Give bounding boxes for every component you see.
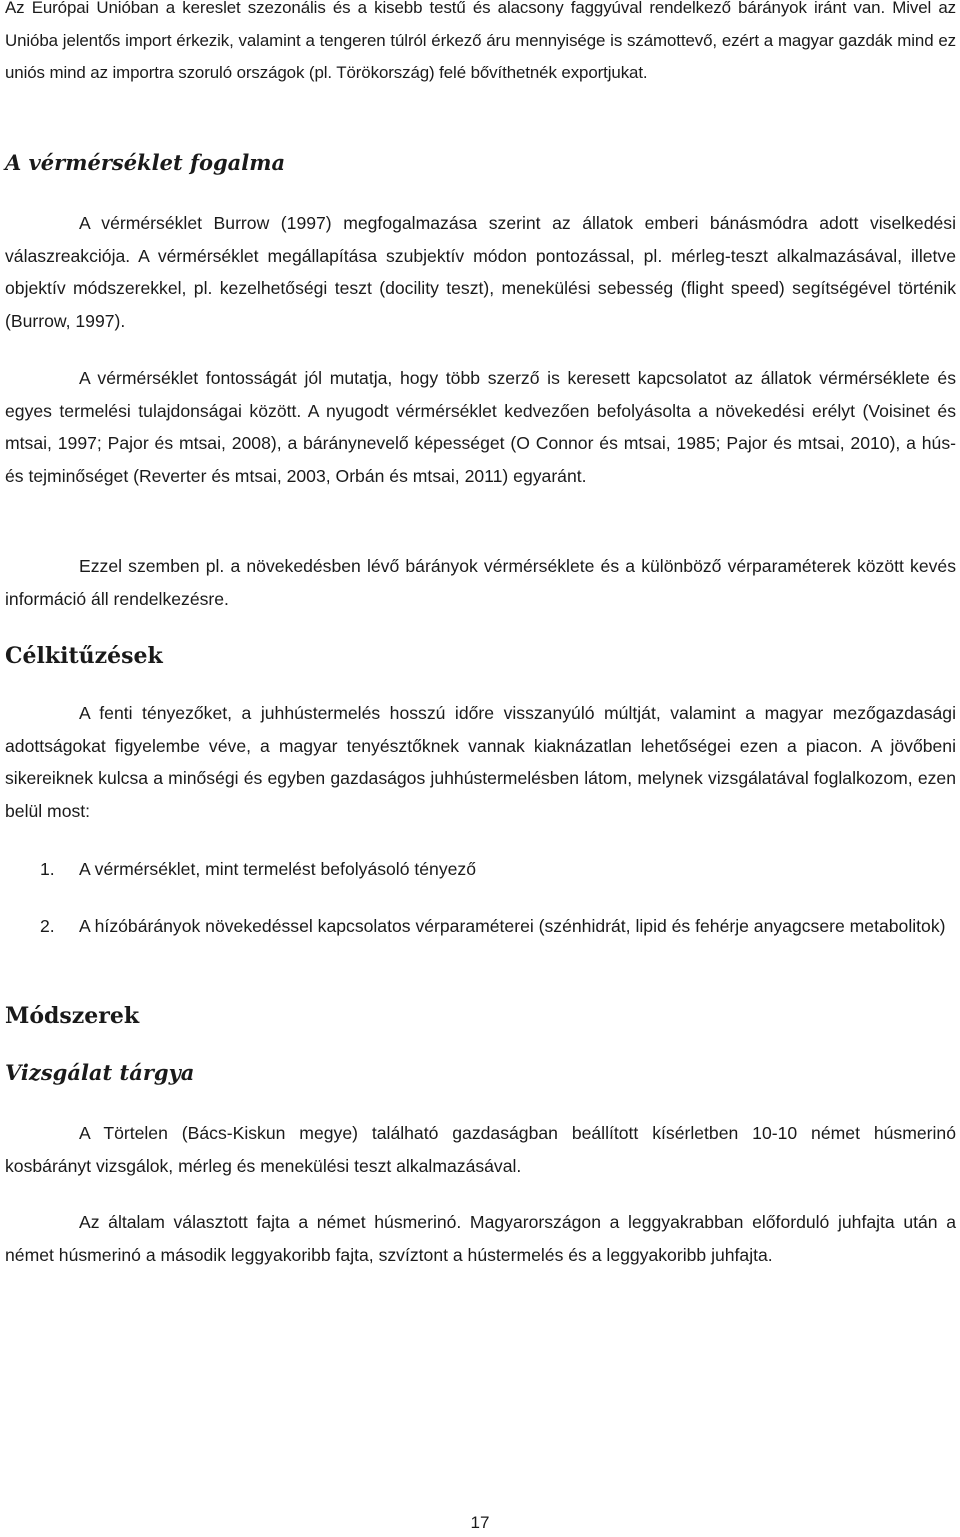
subheading-study-subject: Vizsgálat tárgya	[5, 1060, 195, 1085]
list-item-text: A vérmérséklet, mint termelést befolyásoló tényező	[79, 859, 477, 879]
list-item-number: 1.	[40, 859, 55, 879]
page-number: 17	[470, 1513, 490, 1532]
temperament-paragraph-2: A vérmérséklet fontosságát jól mutatja, hogy több szerző is keresett kapcsolatot az állatok vérmérséklete és egyes termelési tulajdonságai között. A nyugodt vérmérséklet kedvezően befolyásolta a növekedési erélyt (Voisinet és mtsai, 1997; Pajor és mtsai, 2008), a báránynevelő képességet (O Connor és mtsai, 1985; Pajor és mtsai, 2010), a hús- és tejminőséget (Reverter és mtsai, 2003, Orbán és mtsai, 2011) egyaránt.	[5, 368, 956, 486]
temperament-paragraph-1: A vérmérséklet Burrow (1997) megfogalmazása szerint az állatok emberi bánásmódra adott viselkedési válaszreakciója. A vérmérséklet megállapítása szubjektív módon pontozással, pl. mérleg-teszt alkalmazásával, illetve objektív módszerekkel, pl. kezelhetőségi teszt (docility teszt), menekülési sebesség (flight speed) segítségével történik (Burrow, 1997).	[5, 213, 956, 331]
heading-temperament: A vérmérséklet fogalma	[5, 150, 286, 175]
heading-objectives: Célkitűzések	[5, 643, 163, 669]
intro-paragraph: Az Európai Unióban a kereslet szezonális és a kisebb testű és alacsony faggyúval rendelkező bárányok iránt van. Mivel az Unióba jelentős import érkezik, valamint a tengeren túlról érkező áru mennyisége is számottevő, ezért a magyar gazdák mind ez uniós mind az importra szoruló országok (pl. Törökország) felé bővíthetnék exportjukat.	[5, 0, 956, 82]
list-item-text: A hízóbárányok növekedéssel kapcsolatos vérparaméterei (szénhidrát, lipid és fehérje anyagcsere metabolitok)	[79, 915, 946, 936]
heading-methods: Módszerek	[5, 1003, 140, 1029]
list-item-number: 2.	[40, 915, 55, 936]
methods-paragraph-1: A Törtelen (Bács-Kiskun megye) található gazdaságban beállított kísérletben 10-10 német húsmerinó kosbárányt vizsgálok, mérleg és menekülési teszt alkalmazásával.	[5, 1123, 956, 1176]
objectives-list	[5, 853, 956, 942]
temperament-paragraph-3: Ezzel szemben pl. a növekedésben lévő bárányok vérmérséklete és a különböző vérparaméterek között kevés információ áll rendelkezésre.	[5, 556, 956, 609]
objectives-paragraph: A fenti tényezőket, a juhhústermelés hosszú időre visszanyúló múltját, valamint a magyar mezőgazdasági adottságokat figyelembe véve, a magyar tenyésztőknek vannak kiaknázatlan lehetőségei ezen a piacon. A jövőbeni sikereiknek kulcsa a minőségi és egyben gazdaságos juhhústermelésben látom, melynek vizsgálatával foglalkozom, ezen belül most:	[5, 703, 956, 821]
list-item	[5, 910, 956, 943]
methods-paragraph-2: Az általam választott fajta a német húsmerinó. Magyarországon a leggyakrabban előforduló juhfajta után a német húsmerinó a második leggyakoribb fajta, szvíztont a hústermelés és a leggyakoribb juhfajta.	[5, 1212, 956, 1265]
list-item	[5, 853, 956, 886]
